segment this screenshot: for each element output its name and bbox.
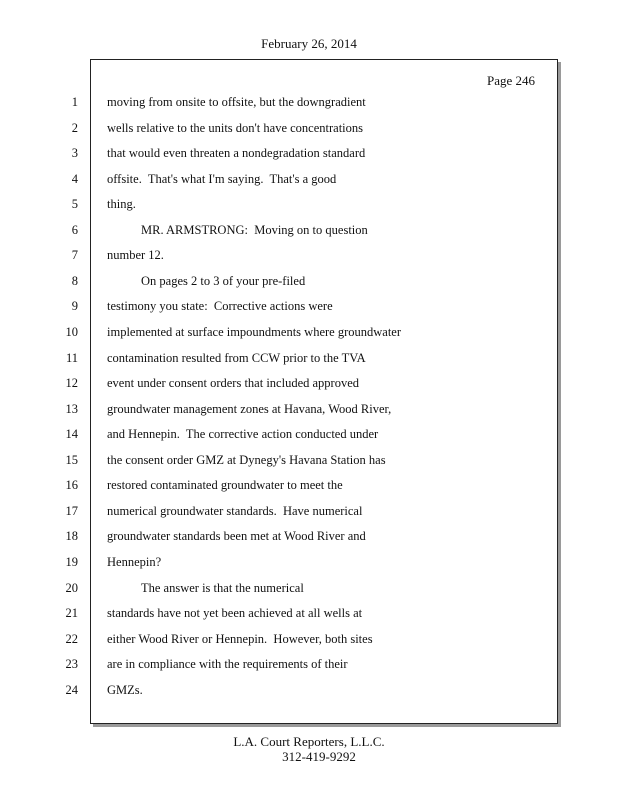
line-number: 4 — [71, 172, 78, 186]
transcript-line: moving from onsite to offsite, but the downgradient — [107, 95, 366, 109]
line-number: 20 — [65, 581, 78, 595]
transcript-line: offsite. That's what I'm saying. That's a good — [107, 172, 337, 186]
transcript-line: restored contaminated groundwater to meet the — [107, 478, 343, 492]
line-number: 9 — [71, 299, 78, 313]
transcript-line: GMZs. — [107, 683, 143, 697]
transcript-line: On pages 2 to 3 of your pre-filed — [141, 274, 306, 288]
line-number: 2 — [71, 121, 78, 135]
line-number: 21 — [65, 606, 78, 620]
line-number: 16 — [65, 478, 78, 492]
line-number: 10 — [65, 325, 78, 339]
transcript-line: are in compliance with the requirements of their — [107, 657, 348, 671]
line-number: 6 — [71, 223, 78, 237]
line-number: 7 — [71, 248, 78, 262]
transcript-line: contamination resulted from CCW prior to the TVA — [107, 351, 366, 365]
transcript-line: that would even threaten a nondegradation standard — [107, 146, 366, 160]
line-number: 19 — [65, 555, 78, 569]
transcript-line: thing. — [107, 197, 136, 211]
line-number: 18 — [65, 529, 78, 543]
line-number: 24 — [65, 683, 78, 697]
transcript-line: standards have not yet been achieved at all wells at — [107, 606, 363, 620]
line-number: 22 — [65, 632, 78, 646]
transcript-line: either Wood River or Hennepin. However, both sites — [107, 632, 373, 646]
transcript-line: groundwater management zones at Havana, Wood River, — [107, 402, 392, 416]
transcript-line: wells relative to the units don't have concentrations — [107, 121, 363, 135]
transcript-line: and Hennepin. The corrective action conducted under — [107, 427, 379, 441]
transcript-line: implemented at surface impoundments where groundwater — [107, 325, 402, 339]
footer-phone: 312-419-9292 — [282, 749, 356, 764]
line-number: 3 — [71, 146, 78, 160]
line-number: 8 — [71, 274, 78, 288]
transcript-line: MR. ARMSTRONG: Moving on to question — [141, 223, 368, 237]
page-date: February 26, 2014 — [261, 36, 357, 51]
line-number: 14 — [65, 427, 78, 441]
line-number: 5 — [71, 197, 78, 211]
transcript-line: Hennepin? — [107, 555, 162, 569]
line-number: 12 — [65, 376, 78, 390]
transcript-line: numerical groundwater standards. Have numerical — [107, 504, 363, 518]
line-number: 15 — [65, 453, 78, 467]
transcript-line: The answer is that the numerical — [141, 581, 304, 595]
page-number: Page 246 — [487, 73, 536, 88]
transcript-line: testimony you state: Corrective actions were — [107, 299, 333, 313]
line-number: 13 — [65, 402, 78, 416]
transcript-line: number 12. — [107, 248, 164, 262]
line-number: 23 — [65, 657, 78, 671]
line-number: 11 — [65, 351, 78, 365]
transcript-line: groundwater standards been met at Wood River and — [107, 529, 366, 543]
transcript-line: the consent order GMZ at Dynegy's Havana Station has — [107, 453, 386, 467]
line-number: 1 — [71, 95, 78, 109]
line-number: 17 — [65, 504, 78, 518]
footer-company: L.A. Court Reporters, L.L.C. — [233, 734, 385, 749]
transcript-line: event under consent orders that included approved — [107, 376, 359, 390]
